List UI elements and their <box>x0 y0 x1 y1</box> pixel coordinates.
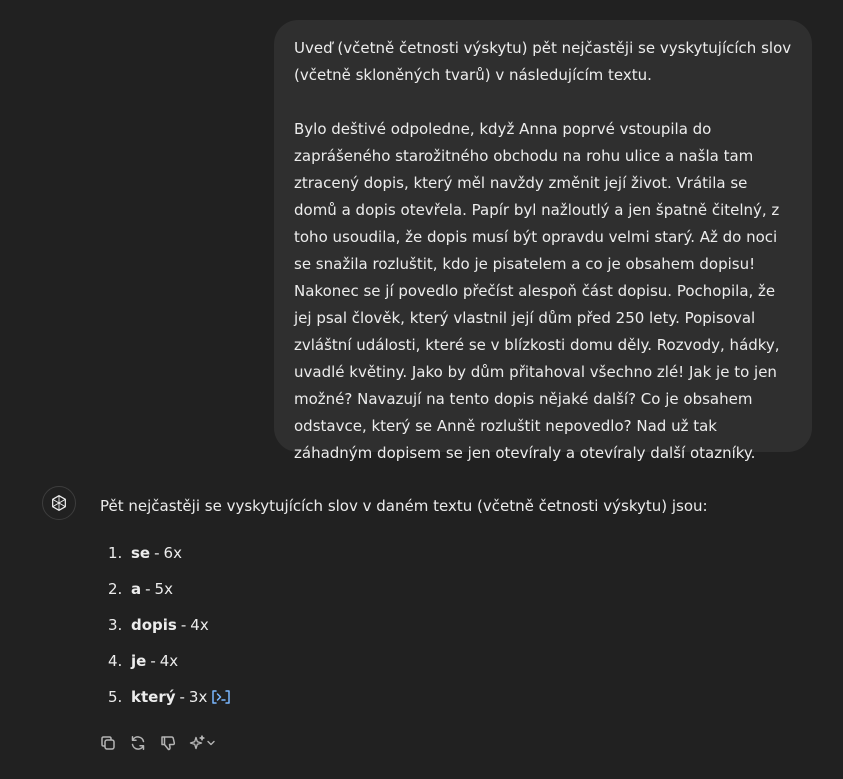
list-word: se <box>131 544 151 562</box>
list-separator: - <box>179 688 185 706</box>
list-item <box>108 648 231 684</box>
list-word: a <box>131 580 142 598</box>
regenerate-icon <box>129 734 147 752</box>
list-count: 3x <box>188 688 208 706</box>
assistant-message <box>100 493 820 706</box>
list-separator: - <box>154 544 160 562</box>
list-item <box>108 612 231 648</box>
word-frequency-list <box>108 540 231 720</box>
chevron-down-icon <box>206 738 216 748</box>
list-word: který <box>131 688 176 706</box>
list-word: je <box>131 652 147 670</box>
list-word: dopis <box>131 616 177 634</box>
regenerate-button[interactable] <box>128 733 148 753</box>
openai-logo-icon <box>49 493 69 513</box>
assistant-avatar <box>42 486 76 520</box>
list-count: 4x <box>190 616 209 634</box>
code-analysis-icon[interactable] <box>211 687 231 713</box>
list-number: 4. <box>108 652 123 670</box>
list-number: 3. <box>108 616 123 634</box>
list-number: 2. <box>108 580 123 598</box>
copy-button[interactable] <box>98 733 118 753</box>
copy-icon <box>99 734 117 752</box>
thumbs-down-icon <box>159 734 177 752</box>
list-number: 5. <box>108 688 123 706</box>
sparkle-icon <box>188 734 206 752</box>
user-source-text: Bylo deštivé odpoledne, když Anna poprvé vstoupila do zaprášeného starožitného obchodu na rohu ulice a našla tam ztracený dopis, který měl navždy změnit její život. Vrátila se domů a dopis otevřela. Papír byl nažloutlý a jen špatně čitelný, z toho usoudila, že dopis musí být opravdu velmi starý. Až do noci se snažila rozluštit, kdo je pisatelem a co je obsahem dopisu! Nakonec se jí povedlo přečíst alespoň část dopisu. Pochopila, že jej psal člověk, který vlastnil její dům před 250 lety. Popisoval zvláštní události, které se v blízkosti domu děly. Rozvody, hádky, uvadlé květiny. Jako by dům přitahoval všechno zlé! Jak je to jen možné? Navazují na tento dopis nějaké další? Co je obsahem odstavce, který se Anně rozluštit nepovedlo? Nad už tak záhadným dopisem se jen otevíraly a otevíraly další otazníky. <box>294 120 780 462</box>
user-message-bubble <box>274 20 812 462</box>
list-separator: - <box>145 580 151 598</box>
list-item <box>108 684 231 720</box>
message-actions <box>98 733 216 753</box>
assistant-intro: Pět nejčastěji se vyskytujících slov v daném textu (včetně četnosti výskytu) jsou: <box>100 497 708 515</box>
thumbs-down-button[interactable] <box>158 733 178 753</box>
model-switch-button[interactable] <box>188 734 216 752</box>
list-count: 5x <box>154 580 173 598</box>
list-number: 1. <box>108 544 123 562</box>
list-count: 4x <box>159 652 179 670</box>
list-separator: - <box>180 616 187 634</box>
list-item <box>108 576 231 612</box>
list-count: 6x <box>163 544 182 562</box>
list-separator: - <box>150 652 156 670</box>
list-item <box>108 540 231 576</box>
user-instruction-text: Uveď (včetně četnosti výskytu) pět nejčastěji se vyskytujících slov (včetně skloněných tvarů) v následujícím textu. <box>294 39 792 84</box>
